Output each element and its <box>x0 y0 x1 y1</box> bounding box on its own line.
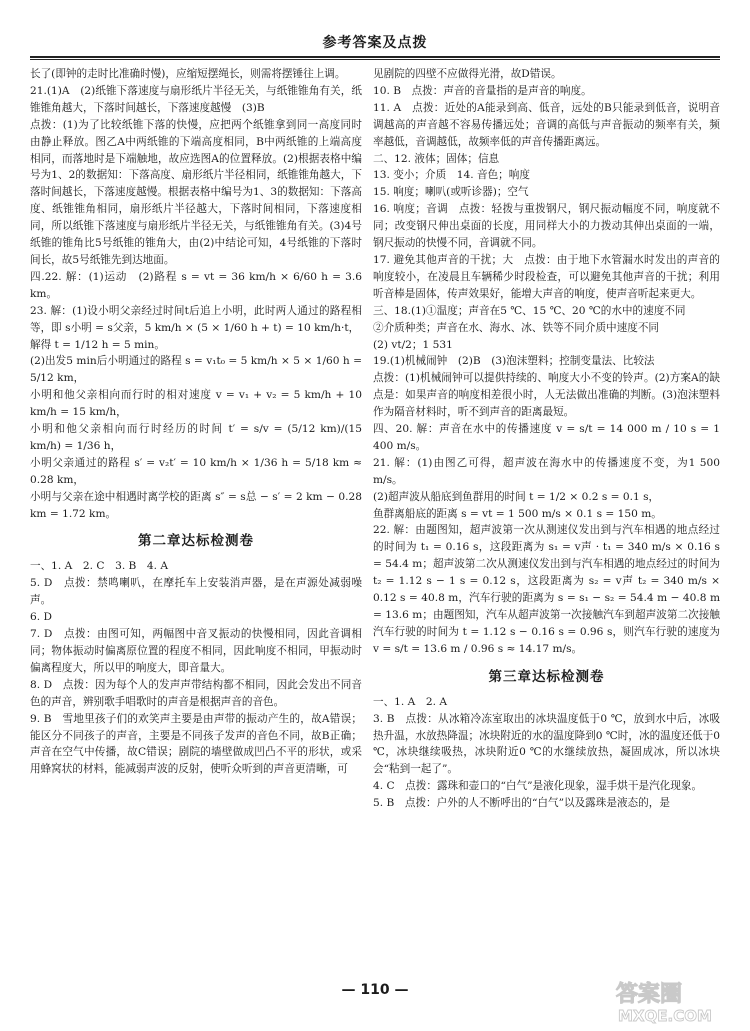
answer-paragraph: 一、1. A 2. A <box>373 695 448 708</box>
answer-paragraph: 11. A 点拨：近处的A能录到高、低音，远处的B只能录到低音，说明音调越高的声音越不容易传播远处；音调的高低与声音振动的频率有关，频率越低，音调越低，故频率低的声音传播距离远。 <box>373 101 720 148</box>
answer-paragraph: 二、12. 液体；固体；信息 <box>373 152 500 165</box>
answer-paragraph: (2) vt/2；1 531 <box>373 338 453 351</box>
header-rule-thin <box>30 59 720 60</box>
answer-paragraph: 21. 解：(1)由图乙可得，超声波在海水中的传播速度不变，为1 500 m/s。 <box>373 456 720 486</box>
page-header: 参考答案及点拨 <box>322 35 428 51</box>
answer-paragraph: 9. B 雪地里孩子们的欢笑声主要是由声带的振动产生的，故A错误；能区分不同孩子的声音，主要是不同孩子发声的音色不同，故B正确；声音在空气中传播，故C错误；剧院的墙壁做成凹凸不平的形状，或采用蜂窝状的材料，能减弱声波的反射，使听众听到的声音更清晰，可 <box>30 712 362 776</box>
answer-paragraph: (2)超声波从船底到鱼群用的时间 t = 1/2 × 0.2 s = 0.1 s， <box>373 490 660 503</box>
answer-paragraph: 小明和他父亲相向而行时经历的时间 t′ = s/v = (5/12 km)/(15 km/h) = 1/36 h， <box>30 423 362 452</box>
header-rule <box>30 56 720 58</box>
answer-paragraph: 一、1. A 2. C 3. B 4. A <box>30 560 169 573</box>
page-number: — 110 — <box>341 982 409 998</box>
answer-paragraph: 8. D 点拨：因为每个人的发声声带结构都不相同，因此会发出不同音色的声音，辨别歌手唱歌时的声音是根据声音的音色。 <box>30 678 362 708</box>
answer-paragraph: (2)出发5 min后小明通过的路程 s = v₁t₀ = 5 km/h × 5 × 1/60 h = 5/12 km， <box>30 355 362 385</box>
answer-paragraph: 16. 响度；音调 点拨：轻拨与重拨钢尺，钢尺振动幅度不同，响度就不同；改变钢尺伸出桌面的长度，用同样大小的力拨动其伸出桌面的一端，钢尺振动的快慢不同，音调就不同。 <box>373 203 720 250</box>
answer-paragraph: 四.22. 解：(1)运动 (2)路程 s = vt = 36 km/h × 6/60 h = 3.6 km。 <box>30 270 362 300</box>
left-column <box>30 66 362 966</box>
answer-paragraph: 点拨：(1)为了比较纸锥下落的快慢，应把两个纸锥拿到同一高度同时由静止释放。图乙A中两纸锥的下端高度相同，B中两纸锥的上端高度相同，而落地时是下端触地，故应选图A的位置释放。(2)根据表格中编号为1、2的数据知：下落高度、扇形纸片半径相同，纸锥锥角越大，下落时间越长，下落速度越慢。根据表格中编号为1、3的数据知：下落高度、纸锥锥角相同，扇形纸片半径越大，下落时间相同，下落速度相同，所以纸锥下落速度与扇形纸片半径无关，与纸锥锥角有关。(3)4号纸锥的锥角比5号纸锥的锥角大，由(2)中结论可知，4号纸锥的下落时间长，故5号纸锥先到达地面。 <box>30 118 362 266</box>
answer-paragraph: 鱼群离船底的距离 s = vt = 1 500 m/s × 0.1 s = 150 m。 <box>373 507 662 520</box>
answer-paragraph: 21.(1)A (2)纸锥下落速度与扇形纸片半径无关，与纸锥锥角有关，纸锥锥角越大，下落时间越长，下落速度越慢 (3)B <box>30 84 362 114</box>
answer-paragraph: ②介质种类；声音在水、海水、冰、铁等不同介质中速度不同 <box>373 321 660 334</box>
answer-paragraph: 3. B 点拨：从冰箱冷冻室取出的冰块温度低于0 ℃，放到水中后，冰吸热升温，水放热降温；冰块附近的水的温度降到0 ℃时，冰的温度还低于0 ℃，冰块继续吸热，冰块附近0 ℃的水继续放热，凝固成冰，所以冰块会“粘到一起了”。 <box>373 712 720 776</box>
watermark-logo <box>610 975 740 1025</box>
answer-paragraph: 7. D 点拨：由图可知，两幅图中音叉振动的快慢相同，因此音调相同；物体振动时偏离原位置的程度不相同，因此响度不相同，甲振动时偏离程度大，所以甲的响度大，即音量大。 <box>30 628 362 674</box>
watermark-url: MXQE.COM <box>618 1007 712 1025</box>
answer-paragraph: 5. D 点拨：禁鸣喇叭，在摩托车上安装消声器，是在声源处减弱噪声。 <box>30 577 362 607</box>
answer-paragraph: 解得 t = 1/12 h = 5 min。 <box>30 338 165 351</box>
answer-paragraph: 23. 解：(1)设小明父亲经过时间t后追上小明，此时两人通过的路程相等，即 s小明 = s父亲，5 km/h × (5 × 1/60 h + t) = 10 km/h·t， <box>30 304 362 334</box>
answer-paragraph: 小明和他父亲相向而行时的相对速度 v = v₁ + v₂ = 5 km/h + 10 km/h = 15 km/h， <box>30 389 362 419</box>
answer-paragraph: 三、18.(1)①温度；声音在5 ℃、15 ℃、20 ℃的水中的速度不同 <box>373 304 686 317</box>
answer-paragraph: 10. B 点拨：声音的音量指的是声音的响度。 <box>373 84 592 97</box>
answer-paragraph: 小明与父亲在途中相遇时离学校的距离 s″ = s总 − s′ = 2 km − 0.28 km = 1.72 km。 <box>30 490 362 520</box>
answer-paragraph: 17. 避免其他声音的干扰；大 点拨：由于地下水管漏水时发出的声音的响度较小，在凌晨且车辆稀少时段检查，可以避免其他声音的干扰；利用听音棒是固体，传声效果好，能增大声音的响度，使声音听起来更大。 <box>373 253 720 300</box>
section-title: 第二章达标检测卷 <box>138 533 254 550</box>
answer-paragraph: 5. B 点拨：户外的人不断呼出的“白气”以及露珠是液态的，是 <box>373 797 670 810</box>
answer-paragraph: 15. 响度；喇叭(或听诊器)；空气 <box>373 186 529 199</box>
right-column <box>373 66 720 981</box>
section-title: 第三章达标检测卷 <box>488 668 605 685</box>
answer-paragraph: 22. 解：由题图知，超声波第一次从测速仪发出到与汽车相遇的地点经过的时间为 t₁ = 0.16 s，这段距离为 s₁ = v声 · t₁ = 340 m/s × 0.16 s = 54.4 m；超声波第二次从测速仪发出到与汽车相遇的地点经过的时间为 t₂ = 1.12 s − 1 s = 0.12 s，这段距离为 s₂ = v声 t₂ = 340 m/s × 0.12 s = 40.8 m，汽车行驶的距离为 s = s₁ − s₂ = 54.4 m − 40.8 m = 13.6 m；由题图知，汽车从超声波第一次接触汽车到超声波第二次接触汽车行驶的时间为 t = 1.12 s − 0.16 s = 0.96 s，则汽车行驶的速度为 v = s/t = 13.6 m / 0.96 s ≈ 14.17 m/s。 <box>373 524 720 655</box>
answer-paragraph: 长了(即钟的走时比准确时慢)，应缩短摆绳长，则需将摆锤往上调。 <box>30 68 346 80</box>
answer-paragraph: 四、20. 解：声音在水中的传播速度 v = s/t = 14 000 m / 10 s = 1 400 m/s。 <box>373 423 720 452</box>
answer-paragraph: 小明父亲通过的路程 s′ = v₂t′ = 10 km/h × 1/36 h = 5/18 km ≈ 0.28 km， <box>30 456 362 486</box>
answer-paragraph: 13. 变小；介质 14. 音色；响度 <box>373 169 530 182</box>
answer-paragraph: 4. C 点拨：露珠和壶口的“白气”是液化现象，湿手烘干是汽化现象。 <box>373 780 703 793</box>
answer-paragraph: 19.(1)机械闹钟 (2)B (3)泡沫塑料；控制变量法、比较法 <box>373 355 655 368</box>
watermark-text: 答案圈 <box>616 982 683 1007</box>
answer-paragraph: 见剧院的四壁不应做得光滑，故D错误。 <box>373 68 562 80</box>
answer-paragraph: 6. D <box>30 611 52 624</box>
answer-paragraph: 点拨：(1)机械闹钟可以提供持续的、响度大小不变的铃声。(2)方案A的缺点是：如果声音的响度相差很小时，人无法做出准确的判断。(3)泡沫塑料作为隔音材料时，听不到声音的距离最短。 <box>373 372 720 419</box>
